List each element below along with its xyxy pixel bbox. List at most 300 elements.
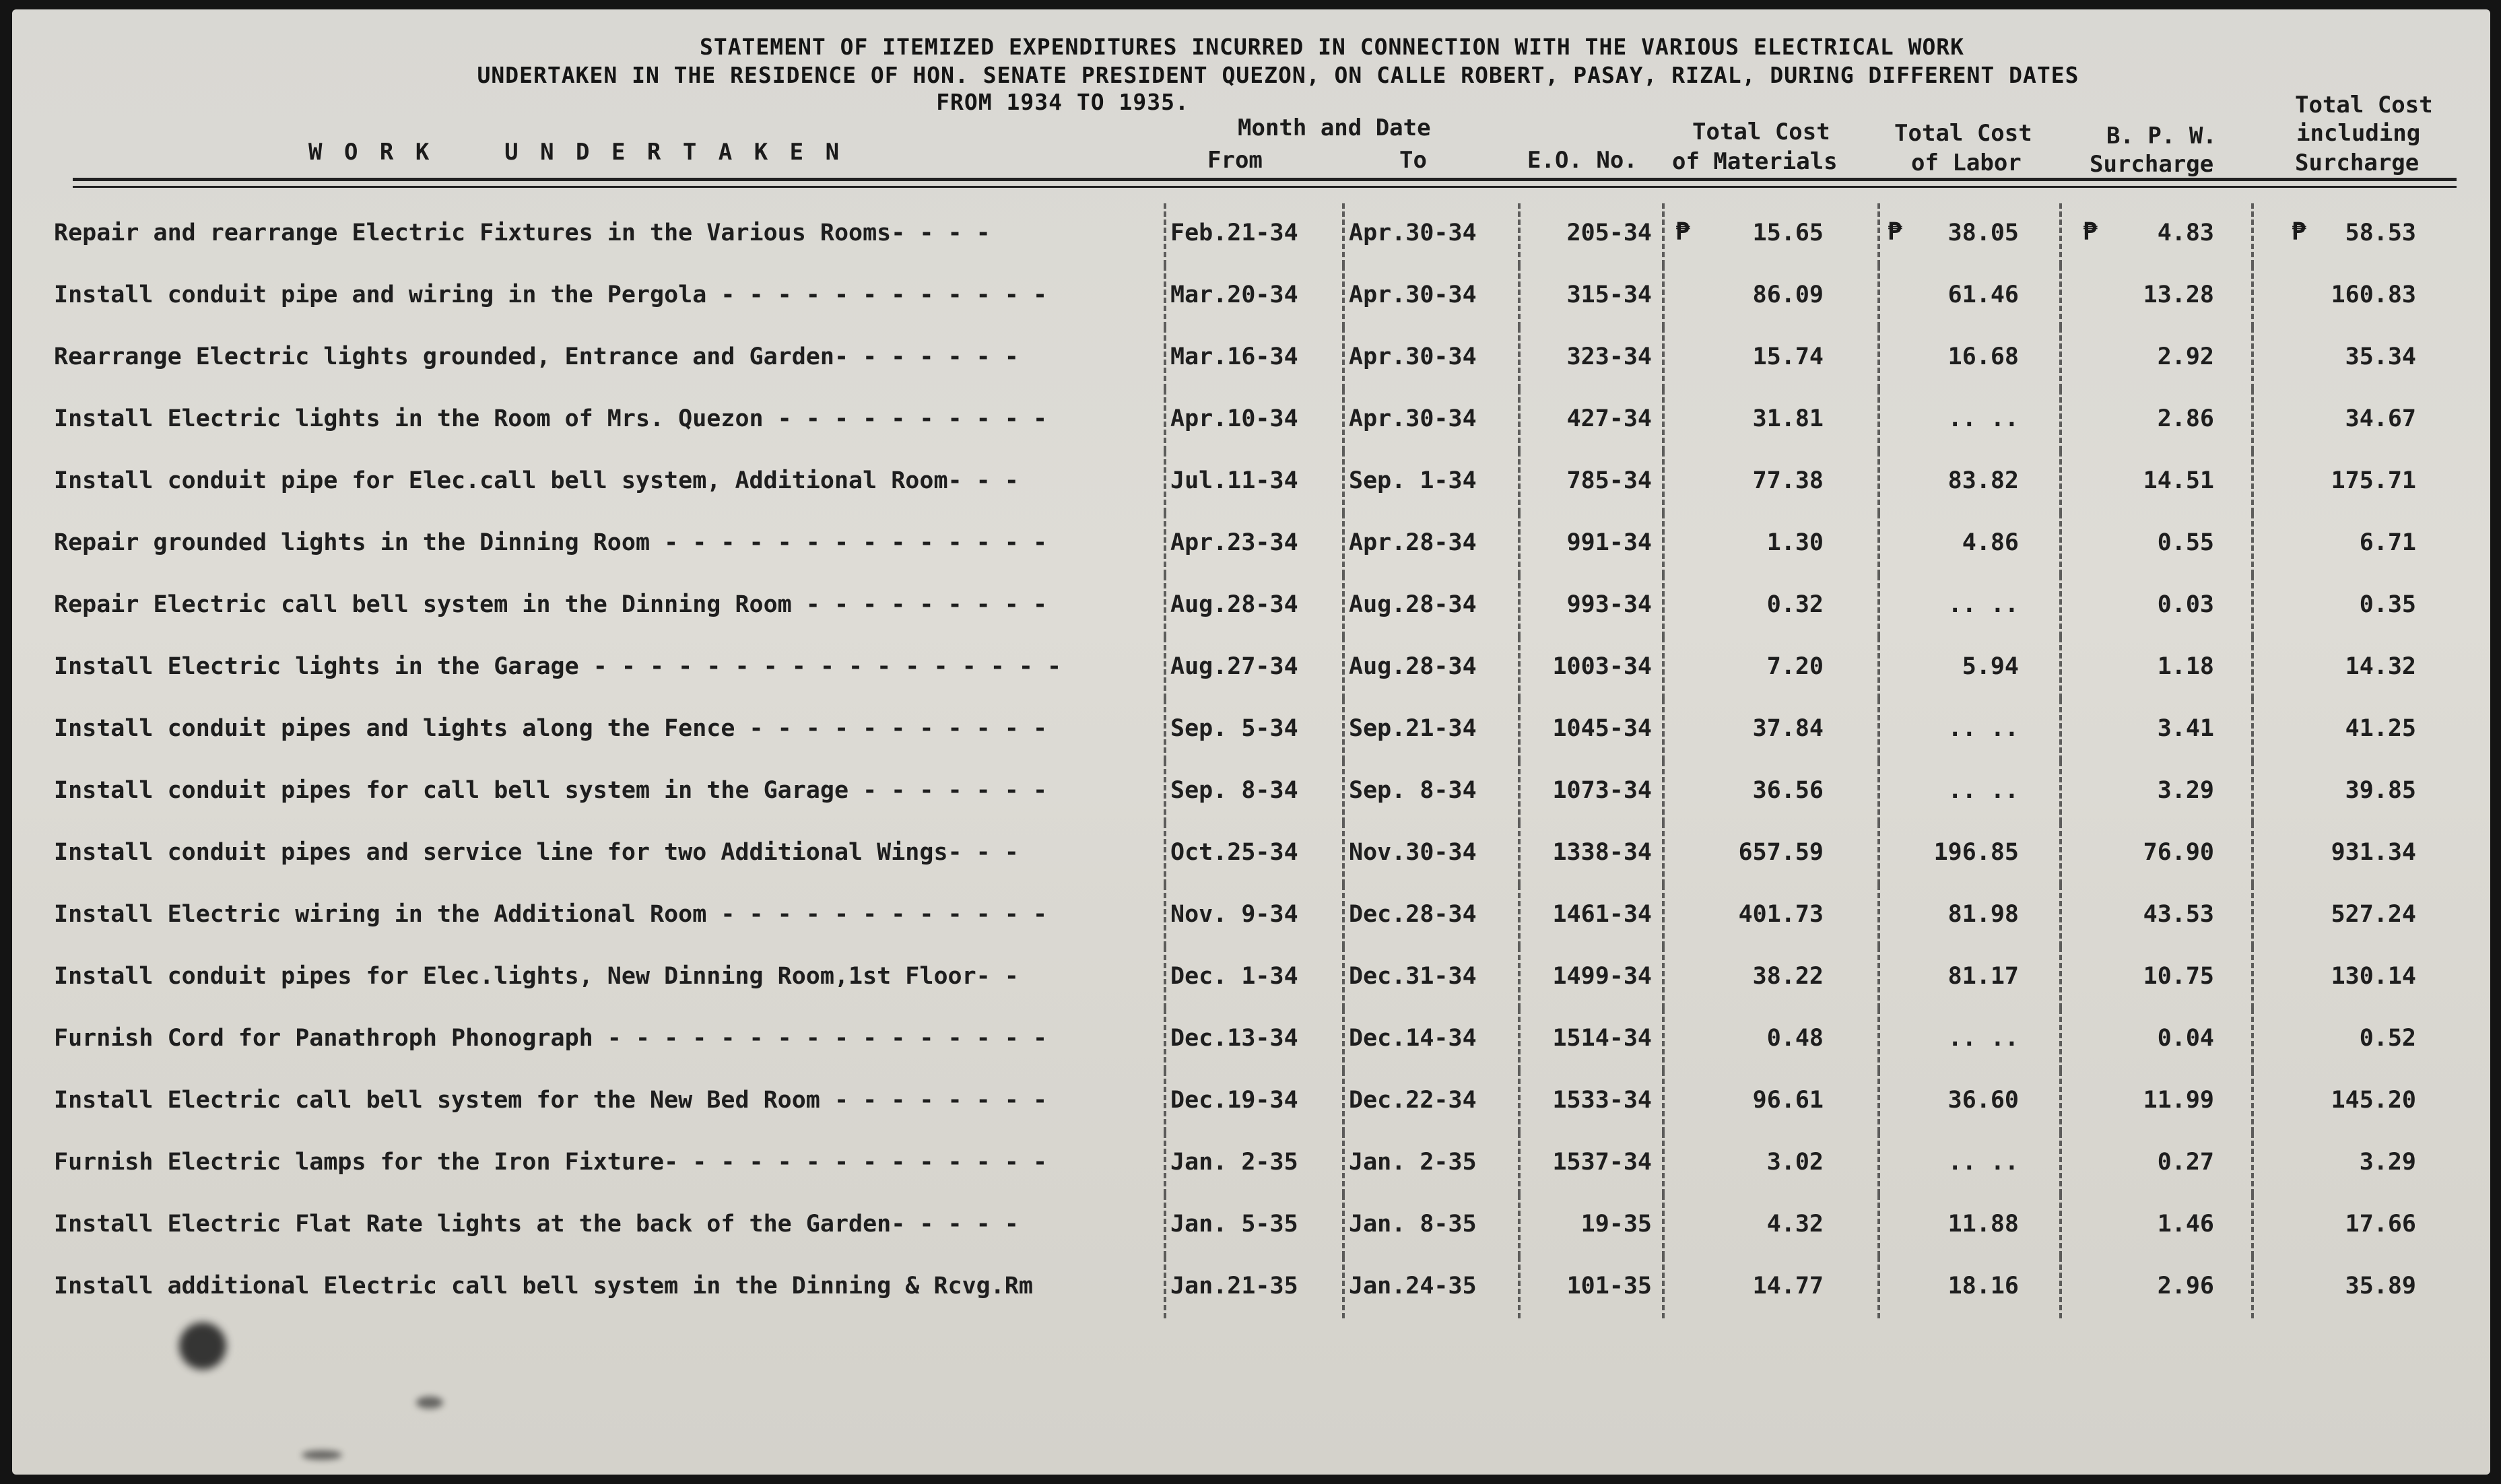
column-separator xyxy=(1662,947,1667,1009)
date-from: Dec.13-34 xyxy=(1170,1025,1298,1052)
work-description: Rearrange Electric lights grounded, Entrance and Garden- - - - - - - xyxy=(54,343,1019,370)
column-separator xyxy=(1342,203,1347,265)
column-separator xyxy=(1877,885,1883,947)
column-separator xyxy=(2251,823,2257,885)
total-cost: 41.25 xyxy=(2345,715,2416,742)
cost-labor: 4.86 xyxy=(1962,529,2019,556)
work-description: Install conduit pipes for call bell system in the Garage - - - - - - - xyxy=(54,777,1048,804)
cost-materials: 0.48 xyxy=(1766,1025,1824,1052)
peso-sign: ₱ xyxy=(2292,218,2306,246)
date-to: Jan.24-35 xyxy=(1349,1273,1477,1300)
work-description: Install conduit pipe for Elec.call bell system, Additional Room- - - xyxy=(54,467,1019,494)
cost-materials: 86.09 xyxy=(1752,281,1824,308)
date-to: Dec.22-34 xyxy=(1349,1087,1477,1114)
bpw-surcharge: 13.28 xyxy=(2143,281,2214,308)
column-separator xyxy=(1164,389,1169,451)
date-to: Sep. 1-34 xyxy=(1349,467,1477,494)
work-description: Install Electric Flat Rate lights at the back of the Garden- - - - - xyxy=(54,1211,1019,1238)
column-separator xyxy=(1342,1194,1347,1256)
total-cost: 35.89 xyxy=(2345,1273,2416,1300)
work-description: Furnish Cord for Panathroph Phonograph - - - - - - - - - - - - - - - - xyxy=(54,1025,1048,1052)
column-separator xyxy=(2251,575,2257,637)
title-line-3: FROM 1934 TO 1935. xyxy=(936,89,1189,115)
column-separator xyxy=(1877,947,1883,1009)
bpw-surcharge: 2.86 xyxy=(2157,405,2214,432)
column-separator xyxy=(1877,203,1883,265)
column-separator xyxy=(1662,1071,1667,1133)
date-to: Aug.28-34 xyxy=(1349,653,1477,680)
column-separator xyxy=(1662,1133,1667,1194)
column-separator xyxy=(1877,699,1883,761)
date-from: Jul.11-34 xyxy=(1170,467,1298,494)
cost-materials: 15.74 xyxy=(1752,343,1824,370)
eo-number: 19-35 xyxy=(1580,1211,1652,1238)
header-work: W O R K U N D E R T A K E N xyxy=(308,139,844,166)
column-separator xyxy=(2251,1133,2257,1194)
table-row xyxy=(12,637,2490,699)
cost-materials: 31.81 xyxy=(1752,405,1824,432)
cost-labor: 81.98 xyxy=(1947,901,2019,928)
column-separator xyxy=(2059,1133,2065,1194)
bpw-surcharge: 1.18 xyxy=(2157,653,2214,680)
cost-materials: 14.77 xyxy=(1752,1273,1824,1300)
work-description: Repair grounded lights in the Dinning Room - - - - - - - - - - - - - - xyxy=(54,529,1048,556)
column-separator xyxy=(2251,327,2257,389)
eo-number: 101-35 xyxy=(1566,1273,1652,1300)
date-from: Apr.10-34 xyxy=(1170,405,1298,432)
bpw-surcharge: 2.92 xyxy=(2157,343,2214,370)
column-separator xyxy=(2059,699,2065,761)
column-separator xyxy=(1662,389,1667,451)
title-line-2: UNDERTAKEN IN THE RESIDENCE OF HON. SENATE PRESIDENT QUEZON, ON CALLE ROBERT, PASAY, RIZAL, DURING DIFFERENT DATES xyxy=(477,62,2079,88)
cost-materials: 401.73 xyxy=(1738,901,1824,928)
cost-materials: 4.32 xyxy=(1766,1211,1824,1238)
work-description: Install conduit pipes and service line for two Additional Wings- - - xyxy=(54,839,1019,866)
bpw-surcharge: 1.46 xyxy=(2157,1211,2214,1238)
eo-number: 1514-34 xyxy=(1552,1025,1652,1052)
column-separator xyxy=(1342,823,1347,885)
column-separator xyxy=(2251,513,2257,575)
date-to: Jan. 8-35 xyxy=(1349,1211,1477,1238)
eo-number: 1338-34 xyxy=(1552,839,1652,866)
column-separator xyxy=(1877,637,1883,699)
column-separator xyxy=(1877,1009,1883,1071)
column-separator xyxy=(1518,451,1523,513)
column-separator xyxy=(1662,885,1667,947)
bpw-surcharge: 10.75 xyxy=(2143,963,2214,990)
column-separator xyxy=(1342,389,1347,451)
header-materials-2: of Materials xyxy=(1672,148,1838,175)
column-separator xyxy=(1518,637,1523,699)
column-separator xyxy=(1342,1256,1347,1318)
column-separator xyxy=(1518,1009,1523,1071)
header-materials-1: Total Cost xyxy=(1692,119,1830,145)
column-separator xyxy=(2251,947,2257,1009)
column-separator xyxy=(1877,451,1883,513)
column-separator xyxy=(1164,885,1169,947)
cost-labor: 81.17 xyxy=(1947,963,2019,990)
column-separator xyxy=(2059,575,2065,637)
column-separator xyxy=(1877,1194,1883,1256)
column-separator xyxy=(1342,947,1347,1009)
column-separator xyxy=(1518,1194,1523,1256)
table-row xyxy=(12,823,2490,885)
bpw-surcharge: 3.41 xyxy=(2157,715,2214,742)
header-total-1: Total Cost xyxy=(2295,92,2433,119)
eo-number: 993-34 xyxy=(1566,591,1652,618)
date-to: Aug.28-34 xyxy=(1349,591,1477,618)
cost-labor: 38.05 xyxy=(1947,220,2019,246)
date-from: Mar.20-34 xyxy=(1170,281,1298,308)
column-separator xyxy=(1518,575,1523,637)
column-separator xyxy=(1518,699,1523,761)
total-cost: 6.71 xyxy=(2359,529,2416,556)
cost-materials: 37.84 xyxy=(1752,715,1824,742)
column-separator xyxy=(1342,513,1347,575)
ink-stain xyxy=(179,1322,226,1370)
cost-labor: 18.16 xyxy=(1947,1273,2019,1300)
column-separator xyxy=(1518,513,1523,575)
column-separator xyxy=(1877,265,1883,327)
column-separator xyxy=(1877,1256,1883,1318)
column-separator xyxy=(2059,1194,2065,1256)
column-separator xyxy=(2059,885,2065,947)
bpw-surcharge: 2.96 xyxy=(2157,1273,2214,1300)
total-cost: 931.34 xyxy=(2331,839,2416,866)
work-description: Install conduit pipes for Elec.lights, New Dinning Room,1st Floor- - xyxy=(54,963,1019,990)
cost-labor: 196.85 xyxy=(1933,839,2019,866)
eo-number: 1073-34 xyxy=(1552,777,1652,804)
bpw-surcharge: 43.53 xyxy=(2143,901,2214,928)
date-from: Dec. 1-34 xyxy=(1170,963,1298,990)
column-separator xyxy=(2059,1071,2065,1133)
column-separator xyxy=(2059,513,2065,575)
column-separator xyxy=(1342,699,1347,761)
column-separator xyxy=(2251,885,2257,947)
date-from: Apr.23-34 xyxy=(1170,529,1298,556)
cost-labor: .. .. xyxy=(1947,715,2019,742)
work-description: Repair and rearrange Electric Fixtures in the Various Rooms- - - - xyxy=(54,220,991,246)
total-cost: 0.35 xyxy=(2359,591,2416,618)
peso-sign: ₱ xyxy=(1888,218,1902,246)
column-separator xyxy=(2059,1256,2065,1318)
column-separator xyxy=(1518,203,1523,265)
date-to: Sep. 8-34 xyxy=(1349,777,1477,804)
column-separator xyxy=(2059,823,2065,885)
column-separator xyxy=(1518,885,1523,947)
column-separator xyxy=(1877,823,1883,885)
header-total-2: including xyxy=(2296,120,2421,147)
total-cost: 35.34 xyxy=(2345,343,2416,370)
cost-labor: 5.94 xyxy=(1962,653,2019,680)
cost-labor: .. .. xyxy=(1947,591,2019,618)
work-description: Install conduit pipes and lights along the Fence - - - - - - - - - - - xyxy=(54,715,1048,742)
column-separator xyxy=(1662,451,1667,513)
header-labor-1: Total Cost xyxy=(1894,120,2032,147)
work-description: Repair Electric call bell system in the Dinning Room - - - - - - - - - xyxy=(54,591,1048,618)
column-separator xyxy=(2251,1256,2257,1318)
total-cost: 527.24 xyxy=(2331,901,2416,928)
cost-labor: 83.82 xyxy=(1947,467,2019,494)
column-separator xyxy=(1164,1071,1169,1133)
eo-number: 205-34 xyxy=(1566,220,1652,246)
bpw-surcharge: 0.03 xyxy=(2157,591,2214,618)
column-separator xyxy=(1164,327,1169,389)
total-cost: 3.29 xyxy=(2359,1149,2416,1176)
column-separator xyxy=(1164,823,1169,885)
column-separator xyxy=(1662,699,1667,761)
column-separator xyxy=(1518,947,1523,1009)
table-row xyxy=(12,203,2490,265)
date-to: Nov.30-34 xyxy=(1349,839,1477,866)
column-separator xyxy=(1662,327,1667,389)
column-separator xyxy=(1164,1009,1169,1071)
title-line-1: STATEMENT OF ITEMIZED EXPENDITURES INCURRED IN CONNECTION WITH THE VARIOUS ELECTRICAL WORK xyxy=(699,34,1965,60)
column-separator xyxy=(2251,451,2257,513)
table-row xyxy=(12,1256,2490,1318)
date-from: Nov. 9-34 xyxy=(1170,901,1298,928)
cost-labor: 36.60 xyxy=(1947,1087,2019,1114)
date-to: Apr.28-34 xyxy=(1349,529,1477,556)
cost-materials: 7.20 xyxy=(1766,653,1824,680)
work-description: Install Electric call bell system for the New Bed Room - - - - - - - - xyxy=(54,1087,1048,1114)
column-separator xyxy=(1518,265,1523,327)
cost-labor: 61.46 xyxy=(1947,281,2019,308)
column-separator xyxy=(1342,885,1347,947)
column-separator xyxy=(1164,637,1169,699)
table-row xyxy=(12,265,2490,327)
column-separator xyxy=(1662,575,1667,637)
date-from: Jan. 5-35 xyxy=(1170,1211,1298,1238)
total-cost: 160.83 xyxy=(2331,281,2416,308)
peso-sign: ₱ xyxy=(1675,218,1690,246)
work-description: Install Electric lights in the Garage - - - - - - - - - - - - - - - - - xyxy=(54,653,1062,680)
column-separator xyxy=(1877,389,1883,451)
column-separator xyxy=(1877,327,1883,389)
column-separator xyxy=(1342,1071,1347,1133)
date-to: Apr.30-34 xyxy=(1349,405,1477,432)
table-row xyxy=(12,1194,2490,1256)
work-description: Install Electric lights in the Room of Mrs. Quezon - - - - - - - - - - xyxy=(54,405,1048,432)
table-row xyxy=(12,451,2490,513)
table-row xyxy=(12,389,2490,451)
date-from: Jan.21-35 xyxy=(1170,1273,1298,1300)
cost-labor: .. .. xyxy=(1947,1025,2019,1052)
bpw-surcharge: 11.99 xyxy=(2143,1087,2214,1114)
date-from: Mar.16-34 xyxy=(1170,343,1298,370)
column-separator xyxy=(1342,451,1347,513)
table-row xyxy=(12,947,2490,1009)
column-separator xyxy=(2059,1009,2065,1071)
column-separator xyxy=(1164,203,1169,265)
column-separator xyxy=(1518,1256,1523,1318)
header-eo-no: E.O. No. xyxy=(1527,147,1638,174)
header-month-date: Month and Date xyxy=(1238,114,1431,141)
cost-labor: .. .. xyxy=(1947,405,2019,432)
date-to: Dec.31-34 xyxy=(1349,963,1477,990)
date-to: Dec.28-34 xyxy=(1349,901,1477,928)
cost-materials: 657.59 xyxy=(1738,839,1824,866)
bpw-surcharge: 4.83 xyxy=(2157,220,2214,246)
column-separator xyxy=(2251,1009,2257,1071)
column-separator xyxy=(1164,1194,1169,1256)
table-row xyxy=(12,513,2490,575)
eo-number: 1461-34 xyxy=(1552,901,1652,928)
column-separator xyxy=(1877,575,1883,637)
column-separator xyxy=(1662,1009,1667,1071)
date-to: Dec.14-34 xyxy=(1349,1025,1477,1052)
eo-number: 1499-34 xyxy=(1552,963,1652,990)
eo-number: 323-34 xyxy=(1566,343,1652,370)
date-to: Jan. 2-35 xyxy=(1349,1149,1477,1176)
column-separator xyxy=(1342,1009,1347,1071)
column-separator xyxy=(1164,265,1169,327)
column-separator xyxy=(1164,1133,1169,1194)
column-separator xyxy=(1342,575,1347,637)
total-cost: 17.66 xyxy=(2345,1211,2416,1238)
column-separator xyxy=(1164,699,1169,761)
work-description: Furnish Electric lamps for the Iron Fixture- - - - - - - - - - - - - - xyxy=(54,1149,1048,1176)
column-separator xyxy=(1164,761,1169,823)
total-cost: 0.52 xyxy=(2359,1025,2416,1052)
bpw-surcharge: 3.29 xyxy=(2157,777,2214,804)
ink-stain xyxy=(302,1450,342,1460)
total-cost: 34.67 xyxy=(2345,405,2416,432)
cost-materials: 1.30 xyxy=(1766,529,1824,556)
date-to: Sep.21-34 xyxy=(1349,715,1477,742)
bpw-surcharge: 0.04 xyxy=(2157,1025,2214,1052)
column-separator xyxy=(2059,203,2065,265)
column-separator xyxy=(1164,451,1169,513)
bpw-surcharge: 0.27 xyxy=(2157,1149,2214,1176)
total-cost: 39.85 xyxy=(2345,777,2416,804)
table-row xyxy=(12,1071,2490,1133)
bpw-surcharge: 0.55 xyxy=(2157,529,2214,556)
column-separator xyxy=(2251,389,2257,451)
cost-labor: .. .. xyxy=(1947,777,2019,804)
column-separator xyxy=(2059,947,2065,1009)
table-row xyxy=(12,761,2490,823)
column-separator xyxy=(1877,513,1883,575)
cost-materials: 77.38 xyxy=(1752,467,1824,494)
column-separator xyxy=(1164,947,1169,1009)
table-row xyxy=(12,1133,2490,1194)
date-from: Oct.25-34 xyxy=(1170,839,1298,866)
column-separator xyxy=(1662,823,1667,885)
work-description: Install conduit pipe and wiring in the Pergola - - - - - - - - - - - - xyxy=(54,281,1048,308)
total-cost: 175.71 xyxy=(2331,467,2416,494)
bpw-surcharge: 76.90 xyxy=(2143,839,2214,866)
eo-number: 427-34 xyxy=(1566,405,1652,432)
eo-number: 1003-34 xyxy=(1552,653,1652,680)
date-to: Apr.30-34 xyxy=(1349,343,1477,370)
date-from: Feb.21-34 xyxy=(1170,220,1298,246)
total-cost: 145.20 xyxy=(2331,1087,2416,1114)
column-separator xyxy=(2251,1071,2257,1133)
eo-number: 1533-34 xyxy=(1552,1087,1652,1114)
header-from: From xyxy=(1207,147,1263,174)
document-sheet xyxy=(12,9,2490,1475)
cost-materials: 38.22 xyxy=(1752,963,1824,990)
cost-materials: 36.56 xyxy=(1752,777,1824,804)
column-separator xyxy=(2251,761,2257,823)
cost-materials: 96.61 xyxy=(1752,1087,1824,1114)
eo-number: 1537-34 xyxy=(1552,1149,1652,1176)
column-separator xyxy=(2059,637,2065,699)
column-separator xyxy=(2059,265,2065,327)
column-separator xyxy=(2059,451,2065,513)
column-separator xyxy=(1164,513,1169,575)
column-separator xyxy=(1662,265,1667,327)
cost-labor: 16.68 xyxy=(1947,343,2019,370)
column-separator xyxy=(1518,389,1523,451)
header-rule-top xyxy=(73,178,2457,181)
column-separator xyxy=(1518,1071,1523,1133)
column-separator xyxy=(1518,327,1523,389)
column-separator xyxy=(1662,637,1667,699)
cost-labor: .. .. xyxy=(1947,1149,2019,1176)
header-total-3: Surcharge xyxy=(2295,149,2420,176)
work-description: Install additional Electric call bell system in the Dinning & Rcvg.Rm xyxy=(54,1273,1033,1300)
date-from: Sep. 8-34 xyxy=(1170,777,1298,804)
date-from: Sep. 5-34 xyxy=(1170,715,1298,742)
column-separator xyxy=(1518,1133,1523,1194)
date-to: Apr.30-34 xyxy=(1349,220,1477,246)
header-bpw-1: B. P. W. xyxy=(2106,123,2217,149)
eo-number: 991-34 xyxy=(1566,529,1652,556)
column-separator xyxy=(2059,389,2065,451)
column-separator xyxy=(1662,513,1667,575)
date-from: Dec.19-34 xyxy=(1170,1087,1298,1114)
column-separator xyxy=(1342,327,1347,389)
column-separator xyxy=(2059,327,2065,389)
cost-labor: 11.88 xyxy=(1947,1211,2019,1238)
date-from: Jan. 2-35 xyxy=(1170,1149,1298,1176)
table-row xyxy=(12,327,2490,389)
column-separator xyxy=(1877,761,1883,823)
column-separator xyxy=(2251,637,2257,699)
column-separator xyxy=(1164,575,1169,637)
bpw-surcharge: 14.51 xyxy=(2143,467,2214,494)
column-separator xyxy=(1342,1133,1347,1194)
column-separator xyxy=(1662,761,1667,823)
ink-stain xyxy=(416,1396,443,1409)
header-to: To xyxy=(1399,147,1427,174)
column-separator xyxy=(2251,265,2257,327)
column-separator xyxy=(1342,761,1347,823)
table-row xyxy=(12,885,2490,947)
total-cost: 58.53 xyxy=(2345,220,2416,246)
eo-number: 315-34 xyxy=(1566,281,1652,308)
header-bpw-2: Surcharge xyxy=(2090,151,2214,178)
table-row xyxy=(12,575,2490,637)
cost-materials: 15.65 xyxy=(1752,220,1824,246)
total-cost: 14.32 xyxy=(2345,653,2416,680)
cost-materials: 3.02 xyxy=(1766,1149,1824,1176)
column-separator xyxy=(2251,203,2257,265)
column-separator xyxy=(1662,1194,1667,1256)
work-description: Install Electric wiring in the Additional Room - - - - - - - - - - - - xyxy=(54,901,1048,928)
date-to: Apr.30-34 xyxy=(1349,281,1477,308)
peso-sign: ₱ xyxy=(2083,218,2098,246)
column-separator xyxy=(1164,1256,1169,1318)
date-from: Aug.28-34 xyxy=(1170,591,1298,618)
column-separator xyxy=(1342,265,1347,327)
column-separator xyxy=(2059,761,2065,823)
column-separator xyxy=(1877,1133,1883,1194)
cost-materials: 0.32 xyxy=(1766,591,1824,618)
column-separator xyxy=(1662,203,1667,265)
